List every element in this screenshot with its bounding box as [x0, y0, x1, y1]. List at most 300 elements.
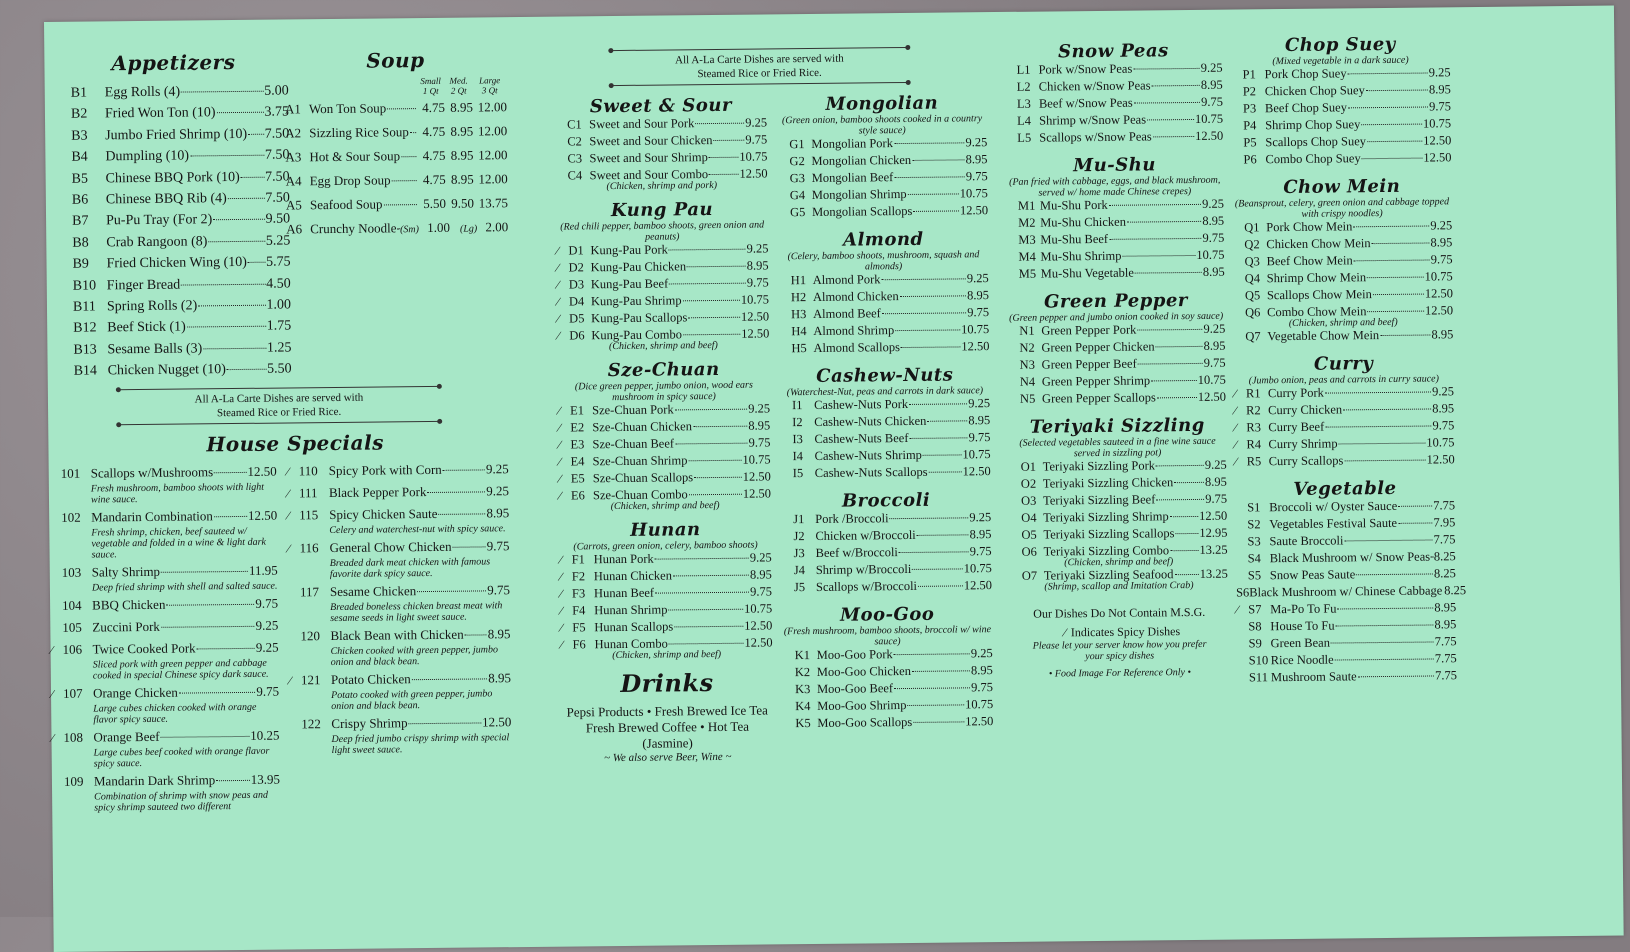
leader-dots: [161, 736, 250, 738]
item-code: K4: [795, 699, 817, 714]
item-code: D1: [568, 243, 590, 258]
price: 9.25: [486, 461, 509, 477]
leader-dots: [214, 516, 247, 517]
item-name: Shrimp Chop Suey: [1265, 117, 1360, 133]
item-name: Sesame Balls (3): [107, 341, 202, 358]
menu-item: [782, 544, 992, 563]
chili-icon: ∕: [560, 621, 572, 636]
leader-dots: [1343, 408, 1431, 410]
item-code: C1: [567, 117, 589, 132]
chili-icon: ∕: [560, 587, 572, 602]
item-name: General Chow Chicken: [329, 539, 451, 556]
menu-item: [62, 362, 292, 386]
item-code: P6: [1243, 152, 1265, 167]
house-special-item: [50, 596, 278, 616]
item-code: E1: [570, 403, 592, 418]
item-note: (Chicken, shrimp and beef): [559, 499, 771, 512]
price: 8.95: [488, 670, 511, 686]
item-code: Q3: [1244, 254, 1266, 269]
chili-icon: ∕: [289, 673, 301, 688]
leader-dots: [1373, 294, 1424, 296]
menu-item: [50, 563, 278, 583]
section-title: Mu-Shu: [1005, 154, 1223, 177]
size-large-label: Large: [473, 75, 507, 85]
leader-dots: [1147, 119, 1194, 120]
item-name: Orange Beef: [93, 729, 159, 746]
item-code: J2: [793, 529, 815, 544]
price: 3.75: [264, 105, 289, 121]
item-code: C3: [567, 151, 589, 166]
house-special-item: [52, 772, 280, 814]
item-code: B1: [71, 85, 105, 101]
leader-dots: [913, 721, 964, 723]
leader-dots: [895, 329, 960, 331]
item-code: Q7: [1245, 329, 1267, 344]
section-title: Vegetable: [1235, 477, 1455, 500]
price: 9.50: [266, 212, 291, 228]
item-name: Chinese BBQ Pork (10): [106, 170, 240, 187]
menu-item: [1237, 668, 1457, 687]
price: 9.25: [746, 241, 768, 256]
chili-icon: ∕: [51, 731, 63, 746]
price: 12.00: [473, 99, 507, 115]
leader-dots: [669, 643, 744, 645]
leader-dots: [1170, 550, 1198, 551]
price: 8.25: [1444, 583, 1466, 598]
item-name: Sweet and Sour Chicken: [589, 133, 712, 149]
item-code: B3: [71, 128, 105, 144]
item-code: I1: [792, 398, 814, 413]
item-name: Sweet and Sour Pork: [589, 116, 694, 132]
item-name: Almond Pork: [813, 272, 881, 288]
leader-dots: [1367, 311, 1424, 313]
item-name: Sze-Chuan Pork: [592, 402, 674, 418]
leader-dots: [410, 132, 416, 133]
menu-item: [60, 255, 290, 279]
item-name: Almond Scallops: [813, 340, 900, 356]
leader-dots: [187, 326, 266, 328]
house-special-item: [287, 505, 509, 536]
leader-dots: [1134, 102, 1200, 104]
item-code: Q1: [1244, 220, 1266, 235]
price: 9.25: [1429, 65, 1451, 80]
item-code: I2: [792, 415, 814, 430]
item-name: Mongolian Chicken: [811, 153, 911, 169]
leader-dots: [881, 278, 965, 280]
leader-dots: [694, 477, 742, 478]
leader-dots: [1354, 260, 1430, 262]
chili-icon: ∕: [560, 604, 572, 619]
leader-dots: [894, 142, 965, 144]
leader-dots: [927, 420, 967, 421]
price: 9.75: [256, 684, 279, 700]
leader-dots: [709, 174, 738, 175]
column-3: [777, 92, 994, 741]
item-name: Teriyaki Sizzling Scallops: [1043, 526, 1174, 542]
item-code: F3: [572, 586, 594, 601]
item-code: M3: [1018, 233, 1040, 248]
house-special-item: [49, 508, 278, 561]
section-title: Green Pepper: [1007, 290, 1225, 313]
leader-dots: [384, 204, 417, 205]
leader-dots: [1156, 346, 1203, 347]
item-code: H5: [791, 341, 813, 356]
chili-icon: ∕: [557, 329, 569, 344]
item-code: G5: [790, 205, 812, 220]
item-description: Potato cooked with green pepper, jumbo onion and black bean.: [289, 688, 511, 712]
leader-dots: [401, 156, 416, 157]
item-name: Mongolian Pork: [811, 136, 893, 152]
item-code: G2: [789, 154, 811, 169]
price: 4.75: [417, 148, 445, 164]
price: 13.75: [474, 195, 508, 211]
item-code: B6: [72, 192, 106, 208]
menu-item: [1008, 390, 1226, 409]
item-name: Mu-Shu Pork: [1040, 198, 1108, 214]
item-note: (Chicken, shrimp and pork): [556, 179, 768, 192]
price: 1.75: [267, 319, 292, 335]
item-name: Kung-Pau Pork: [590, 242, 668, 258]
item-name: Beef Chop Suey: [1265, 100, 1347, 116]
leader-dots: [216, 780, 249, 781]
item-name: Chicken Nugget (10): [108, 362, 226, 379]
size-tag: (Lg): [460, 223, 477, 234]
leader-dots: [894, 176, 965, 178]
item-name: Green Bean: [1270, 636, 1330, 652]
item-name: Black Mushroom w/ Snow Peas: [1270, 550, 1431, 567]
item-code: K5: [795, 716, 817, 731]
price: 8.95: [966, 152, 988, 167]
price: 8.95: [1434, 617, 1456, 632]
item-code: R1: [1246, 386, 1268, 401]
price: 13.95: [251, 772, 280, 788]
menu-item: [50, 618, 278, 638]
price: 9.75: [1204, 356, 1226, 371]
menu-item: [783, 714, 993, 733]
item-code: K2: [795, 665, 817, 680]
menu-item: [59, 83, 289, 107]
menu-item: [289, 714, 511, 734]
price: 12.95: [1199, 526, 1227, 541]
item-name: Sweet and Sour Combo: [590, 167, 709, 183]
item-code: M2: [1018, 216, 1040, 231]
leader-dots: [1337, 607, 1433, 609]
item-code: A4: [286, 173, 310, 189]
item-code: 117: [300, 584, 330, 600]
item-name: Scallops Chow Mein: [1267, 287, 1372, 303]
chili-icon: ∕: [1235, 454, 1247, 469]
menu-item: [287, 483, 509, 503]
menu-item: [1231, 150, 1451, 169]
item-code: 109: [64, 774, 94, 790]
size-med-label: Med.: [445, 76, 473, 86]
item-description: Combination of shrimp with snow peas and spicy shrimp sauteed two different: [52, 790, 280, 814]
price: 12.50: [1425, 303, 1453, 318]
item-name: Broccoli w/ Oyster Sauce: [1269, 499, 1397, 515]
house-specials-title: House Specials: [48, 429, 518, 458]
menu-item: [59, 126, 289, 150]
chili-icon: ∕: [287, 486, 299, 501]
item-name: Cashew-Nuts Pork: [814, 397, 908, 413]
section-title: Moo-Goo: [782, 603, 992, 626]
size-small-label: Small: [417, 76, 445, 86]
leader-dots: [197, 648, 255, 650]
item-code: O7: [1022, 569, 1044, 584]
price: 12.50: [744, 635, 772, 650]
note-line: Steamed Rice or Fried Rice.: [118, 404, 440, 421]
leader-dots: [417, 590, 486, 592]
item-code: 120: [300, 628, 330, 644]
price: 10.75: [964, 561, 992, 576]
leader-dots: [409, 722, 482, 724]
item-code: 103: [62, 565, 92, 581]
item-name: Kung-Pau Combo: [591, 327, 682, 343]
leader-dots: [668, 609, 743, 611]
item-code: D6: [569, 328, 591, 343]
menu-item: [783, 646, 993, 665]
price: 4.75: [417, 124, 445, 140]
item-code: O4: [1021, 511, 1043, 526]
leader-dots: [1109, 238, 1201, 240]
leader-dots: [412, 678, 487, 680]
price: 12.50: [739, 166, 767, 181]
menu-item: [50, 596, 278, 616]
item-code: N5: [1020, 392, 1042, 407]
price: 8.95: [971, 663, 993, 678]
leader-dots: [912, 159, 964, 161]
leader-dots: [427, 491, 485, 493]
price: 10.75: [960, 186, 988, 201]
item-name: Curry Shrimp: [1268, 436, 1337, 452]
drinks-line: Pepsi Products • Fresh Brewed Ice Tea: [561, 702, 773, 720]
leader-dots: [673, 575, 749, 577]
item-name: Curry Chicken: [1268, 402, 1342, 418]
price: 10.75: [1423, 116, 1451, 131]
leader-dots: [899, 551, 969, 553]
price: 9.75: [967, 305, 989, 320]
price: 9.25: [745, 115, 767, 130]
item-code: 122: [301, 716, 331, 732]
house-special-item: [287, 461, 509, 481]
item-name: Crab Rangoon (8): [106, 234, 207, 251]
item-code: S4: [1248, 551, 1270, 566]
house-special-item: [287, 483, 509, 503]
price: 12.50: [482, 714, 511, 730]
item-name: Mandarin Dark Shrimp: [94, 772, 215, 789]
price: 7.50: [265, 126, 290, 142]
price: 13.25: [1200, 567, 1228, 582]
item-name: Mushroom Saute: [1271, 669, 1357, 685]
item-name: Cashew-Nuts Shrimp: [815, 448, 922, 464]
item-code: N2: [1019, 341, 1041, 356]
section-description: (Waterchest-Nut, peas and carrots in dark sauce): [780, 385, 990, 398]
price: 12.50: [248, 508, 277, 524]
item-name: Curry Scallops: [1269, 453, 1344, 469]
price: 9.25: [1201, 61, 1223, 76]
item-name: Shrimp w/Snow Peas: [1039, 112, 1146, 128]
price: 13.25: [1199, 543, 1227, 558]
section-title: Almond: [778, 228, 988, 251]
chili-icon: ∕: [560, 553, 572, 568]
item-code: 108: [63, 730, 93, 746]
price: 7.75: [1435, 651, 1457, 666]
item-code: 102: [61, 510, 91, 526]
leader-dots: [208, 240, 264, 242]
item-name: Hunan Combo: [594, 637, 667, 653]
price: 9.25: [1205, 458, 1227, 473]
item-code: S5: [1248, 568, 1270, 583]
item-name: Green Pepper Chicken: [1041, 339, 1154, 355]
leader-dots: [912, 670, 970, 672]
item-name: Combo Chow Mein: [1267, 304, 1366, 320]
price: 12.50: [741, 309, 769, 324]
soup-size-header: [285, 75, 507, 97]
leader-dots: [1157, 397, 1197, 398]
menu-item: [780, 430, 990, 449]
item-name: Moo-Goo Scallops: [817, 715, 912, 731]
leader-dots: [714, 140, 745, 141]
price: 12.50: [247, 464, 276, 480]
item-name: Hunan Shrimp: [594, 603, 667, 619]
price: 9.75: [255, 596, 278, 612]
price: 7.50: [265, 169, 290, 185]
leader-dots: [709, 157, 738, 158]
price: 10.25: [250, 728, 279, 744]
snow-peas-section: [1004, 40, 1223, 148]
leader-dots: [443, 469, 485, 470]
price: 9.50: [446, 196, 474, 212]
item-code: D5: [569, 311, 591, 326]
item-code: A2: [285, 125, 309, 141]
price: 10.75: [1198, 373, 1226, 388]
item-code: E5: [571, 471, 593, 486]
price: 1.00: [266, 297, 291, 313]
leader-dots: [228, 198, 265, 199]
chili-icon: ∕: [560, 570, 572, 585]
size-med-qt: 2 Qt: [445, 86, 473, 96]
item-name: Moo-Goo Shrimp: [817, 698, 906, 714]
item-description: Fresh mushroom, bamboo shoots with light wine sauce.: [49, 482, 277, 506]
item-name: Green Pepper Scallops: [1042, 390, 1156, 406]
menu-item: [50, 640, 278, 660]
item-code: Q2: [1244, 237, 1266, 252]
item-name: Teriyaki Sizzling Seafood: [1044, 567, 1174, 583]
item-code: O5: [1021, 528, 1043, 543]
spicy-note: Indicates Spicy Dishes: [1071, 624, 1180, 639]
price: 8.95: [445, 124, 473, 140]
section-description: (Celery, bamboo shoots, mushroom, squash and almonds): [778, 249, 988, 273]
price: 8.95: [1204, 339, 1226, 354]
chili-icon: ∕: [559, 472, 571, 487]
item-code: A3: [285, 149, 309, 165]
price: 5.25: [266, 233, 291, 249]
item-code: 121: [301, 672, 331, 688]
soup-row: [286, 219, 508, 245]
leader-dots: [1325, 391, 1431, 393]
price: 9.75: [750, 584, 772, 599]
leader-dots: [213, 219, 264, 221]
section-description: (Fresh mushroom, bamboo shoots, broccoli w/ wine sauce): [782, 624, 992, 648]
price: 4.50: [266, 276, 291, 292]
item-code: N1: [1019, 324, 1041, 339]
item-name: Cashew-Nuts Chicken: [814, 414, 926, 430]
leader-dots: [214, 472, 246, 473]
section-description: (Carrots, green onion, celery, bamboo shoots): [559, 539, 771, 552]
item-name: Zuccini Pork: [92, 619, 160, 636]
item-code: I4: [793, 449, 815, 464]
item-code: P2: [1243, 84, 1265, 99]
item-code: B5: [72, 171, 106, 187]
menu-item: [61, 319, 291, 343]
price: 9.25: [750, 550, 772, 565]
price: 8.95: [486, 505, 509, 521]
chili-icon: ∕: [558, 404, 570, 419]
item-code: L1: [1016, 63, 1038, 78]
item-code: E6: [571, 488, 593, 503]
price: 9.75: [487, 538, 510, 554]
item-name: Cashew-Nuts Beef: [814, 431, 908, 447]
chili-icon: ∕: [558, 438, 570, 453]
menu-item: [61, 340, 291, 364]
leader-dots: [688, 317, 740, 319]
item-code: 105: [62, 620, 92, 636]
menu-item: [781, 527, 991, 546]
leader-dots: [181, 283, 265, 285]
leader-dots: [912, 568, 962, 570]
menu-item: [779, 305, 989, 324]
section-description: (Selected vegetables sauteed in a fine wine sauce served in sizzling pot): [1008, 436, 1226, 460]
item-description: Chicken cooked with green pepper, jumbo onion and black bean.: [289, 644, 511, 668]
section-title: Hunan: [559, 518, 771, 541]
item-code: A1: [285, 101, 309, 117]
item-name: Chicken Chow Mein: [1266, 236, 1370, 252]
leader-dots: [882, 312, 966, 314]
item-code: J1: [793, 512, 815, 527]
leader-dots: [1398, 505, 1432, 506]
item-name: Fried Chicken Wing (10): [106, 255, 246, 272]
item-code: H4: [791, 324, 813, 339]
item-code: P1: [1243, 67, 1265, 82]
soup-title: Soup: [284, 47, 506, 73]
mongolian-section: [777, 92, 988, 222]
item-name: Crispy Shrimp: [331, 715, 407, 732]
menu-item: [780, 396, 990, 415]
leader-dots: [907, 704, 964, 706]
leader-dots: [181, 91, 263, 93]
menu-item: [60, 190, 290, 214]
menu-item: [1007, 265, 1225, 284]
price: 9.25: [1202, 197, 1224, 212]
price: 12.50: [1199, 509, 1227, 524]
section-title: Sze-Chuan: [558, 358, 770, 381]
item-name: BBQ Chicken: [92, 597, 165, 614]
house-special-item: [288, 626, 510, 668]
item-code: Q6: [1245, 305, 1267, 320]
menu-item: [287, 538, 509, 558]
item-code: S9: [1249, 636, 1271, 651]
item-note: (Chicken, shrimp and beef): [1010, 556, 1228, 569]
item-code: 104: [62, 598, 92, 614]
item-name: Salty Shrimp: [92, 564, 160, 581]
item-description: Breaded boneless chicken breast meat with sesame seeds in light sweet sauce.: [288, 600, 510, 624]
item-code: N4: [1020, 375, 1042, 390]
leader-dots: [179, 692, 255, 694]
price: 8.95: [750, 567, 772, 582]
menu-item: [287, 505, 509, 525]
item-name: Seafood Soup: [310, 196, 383, 213]
price: 9.75: [748, 435, 770, 450]
menu-item: [779, 271, 989, 290]
